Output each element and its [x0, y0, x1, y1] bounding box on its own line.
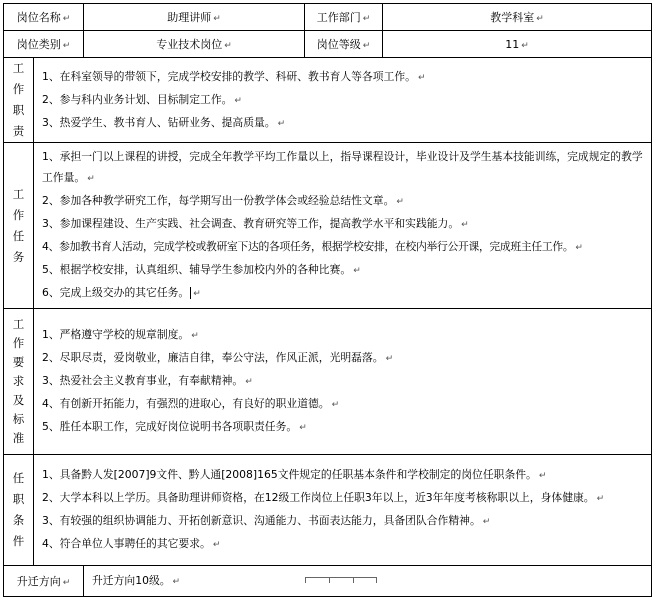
ruler-tab-stops	[305, 577, 377, 583]
label-char: 责	[12, 124, 25, 138]
paragraph-mark-icon: ↵	[62, 41, 71, 51]
label-char: 件	[12, 534, 25, 548]
paragraph-mark-icon: ↵	[385, 354, 394, 364]
dept-value: 教学科室	[490, 11, 535, 24]
job-description-table	[3, 3, 652, 597]
paragraph-mark-icon: ↵	[299, 423, 307, 433]
post-name-label-cell	[4, 4, 84, 31]
label-char: 任	[12, 228, 25, 243]
post-type-label: 岗位类别	[16, 38, 61, 51]
dept-label-cell	[305, 4, 383, 31]
list-item: 1、具备黔人发[2007]9文件、黔人通[2008]165文件规定的任职基本条件和学校制定的岗位任职条件。 ↵	[42, 468, 547, 481]
paragraph-mark-icon: ↵	[191, 331, 199, 341]
paragraph-mark-icon: ↵	[331, 400, 340, 410]
paragraph-mark-icon: ↵	[353, 266, 361, 276]
list-item: 6、完成上级交办的其它任务。 ↵	[42, 286, 201, 299]
job-description-document	[3, 3, 651, 597]
label-char: 职	[12, 103, 25, 117]
header-row-2	[4, 31, 652, 58]
promotion-label: 升迁方向	[16, 575, 61, 588]
section-duties-content[interactable]	[34, 58, 652, 143]
paragraph-mark-icon: ↵	[224, 41, 232, 51]
label-char: 准	[12, 431, 25, 445]
paragraph-mark-icon: ↵	[87, 174, 95, 184]
dept-value-cell[interactable]	[383, 4, 652, 31]
paragraph-mark-icon: ↵	[212, 540, 221, 550]
post-type-label-cell	[4, 31, 84, 58]
text-cursor-icon	[190, 287, 191, 299]
section-tasks-label	[4, 143, 34, 309]
label-char: 工	[12, 317, 25, 331]
paragraph-mark-icon: ↵	[538, 471, 547, 481]
list-item: 2、尽职尽责，爱岗敬业，廉洁自律，奉公守法，作风正派，光明磊落。 ↵	[42, 351, 394, 364]
list-item: 2、大学本科以上学历。具备助理讲师资格，在12级工作岗位上任职3年以上，近3年年度考核称职以上，身体健康。 ↵	[42, 491, 605, 504]
paragraph-mark-icon: ↵	[172, 576, 181, 587]
paragraph-mark-icon: ↵	[536, 14, 544, 24]
post-name-label: 岗位名称	[16, 11, 61, 24]
list-item: 1、在科室领导的带领下，完成学校安排的教学、科研、教书育人等各项工作。 ↵	[42, 69, 426, 83]
section-requirements-content[interactable]	[34, 309, 652, 455]
post-level-label: 岗位等级	[316, 38, 361, 51]
section-requirements-label	[4, 309, 34, 455]
list-item: 4、有创新开拓能力，有强烈的进取心，有良好的职业道德。 ↵	[42, 397, 340, 410]
paragraph-mark-icon: ↵	[62, 14, 71, 24]
label-char: 及	[12, 393, 25, 407]
label-char: 作	[12, 336, 25, 350]
section-tasks-row	[4, 143, 652, 309]
list-item: 2、参加各种教学研究工作，每学期写出一份教学体会或经验总结性文章。 ↵	[42, 194, 404, 207]
paragraph-mark-icon: ↵	[62, 578, 71, 588]
section-requirements-row	[4, 309, 652, 455]
label-char: 求	[12, 374, 25, 388]
list-item: 1、承担一门以上课程的讲授，完成全年教学平均工作量以上，指导课程设计，毕业设计及学生基本技能训练，完成规定的教学工作量。 ↵	[42, 150, 643, 184]
paragraph-mark-icon: ↵	[213, 14, 221, 24]
dept-label: 工作部门	[316, 11, 361, 24]
paragraph-mark-icon: ↵	[575, 243, 583, 253]
post-type-value-cell[interactable]	[84, 31, 305, 58]
list-item: 5、根据学校安排，认真组织、辅导学生参加校内外的各种比赛。 ↵	[42, 263, 361, 276]
paragraph-mark-icon: ↵	[461, 220, 469, 230]
label-char: 务	[12, 249, 25, 264]
list-item: 3、热爱社会主义教育事业，有奉献精神。 ↵	[42, 374, 253, 387]
post-level-value-cell[interactable]	[383, 31, 652, 58]
paragraph-mark-icon: ↵	[596, 494, 605, 504]
list-item: 5、胜任本职工作，完成好岗位说明书各项职责任务。 ↵	[42, 420, 307, 433]
paragraph-mark-icon: ↵	[482, 517, 491, 527]
list-item: 3、热爱学生、教书育人、钻研业务、提高质量。 ↵	[42, 115, 286, 129]
label-char: 工	[12, 61, 25, 75]
list-item: 1、严格遵守学校的规章制度。 ↵	[42, 328, 199, 341]
paragraph-mark-icon: ↵	[417, 72, 426, 83]
label-char: 要	[12, 355, 25, 369]
list-item: 2、参与科内业务计划、目标制定工作。 ↵	[42, 92, 242, 106]
post-name-value: 助理讲师	[167, 11, 212, 24]
promotion-label-cell	[4, 566, 84, 597]
paragraph-mark-icon: ↵	[396, 197, 404, 207]
promotion-value: 升迁方向10级。	[92, 573, 171, 587]
label-char: 作	[12, 82, 25, 96]
paragraph-mark-icon: ↵	[521, 40, 529, 51]
paragraph-mark-icon: ↵	[193, 289, 201, 299]
list-item: 4、符合单位人事聘任的其它要求。 ↵	[42, 537, 221, 550]
section-qualifications-content[interactable]	[34, 455, 652, 566]
section-duties-label	[4, 58, 34, 143]
post-type-value: 专业技术岗位	[156, 38, 223, 51]
paragraph-mark-icon: ↵	[362, 14, 371, 24]
paragraph-mark-icon: ↵	[245, 377, 253, 387]
label-char: 工	[12, 186, 25, 201]
paragraph-mark-icon: ↵	[277, 118, 286, 129]
section-duties-row	[4, 58, 652, 143]
section-tasks-content[interactable]	[34, 143, 652, 309]
paragraph-mark-icon: ↵	[362, 41, 371, 51]
header-row-1	[4, 4, 652, 31]
label-char: 职	[12, 492, 25, 506]
post-name-value-cell[interactable]	[84, 4, 305, 31]
list-item: 3、参加课程建设、生产实践、社会调查、教育研究等工作，提高教学水平和实践能力。 ↵	[42, 217, 469, 230]
label-char: 作	[12, 207, 25, 222]
list-item: 4、参加教书育人活动，完成学校或教研室下达的各项任务，根据学校安排，在校内举行公开课，完成班主任工作。 ↵	[42, 240, 583, 253]
post-level-label-cell	[305, 31, 383, 58]
section-qualifications-row	[4, 455, 652, 566]
label-char: 条	[12, 513, 25, 527]
label-char: 标	[12, 412, 25, 426]
paragraph-mark-icon: ↵	[234, 95, 242, 106]
label-char: 任	[12, 471, 25, 485]
list-item: 3、有较强的组织协调能力、开拓创新意识、沟通能力、书面表达能力，具备团队合作精神。 ↵	[42, 514, 491, 527]
section-qualifications-label	[4, 455, 34, 566]
post-level-value: 11	[505, 37, 520, 51]
